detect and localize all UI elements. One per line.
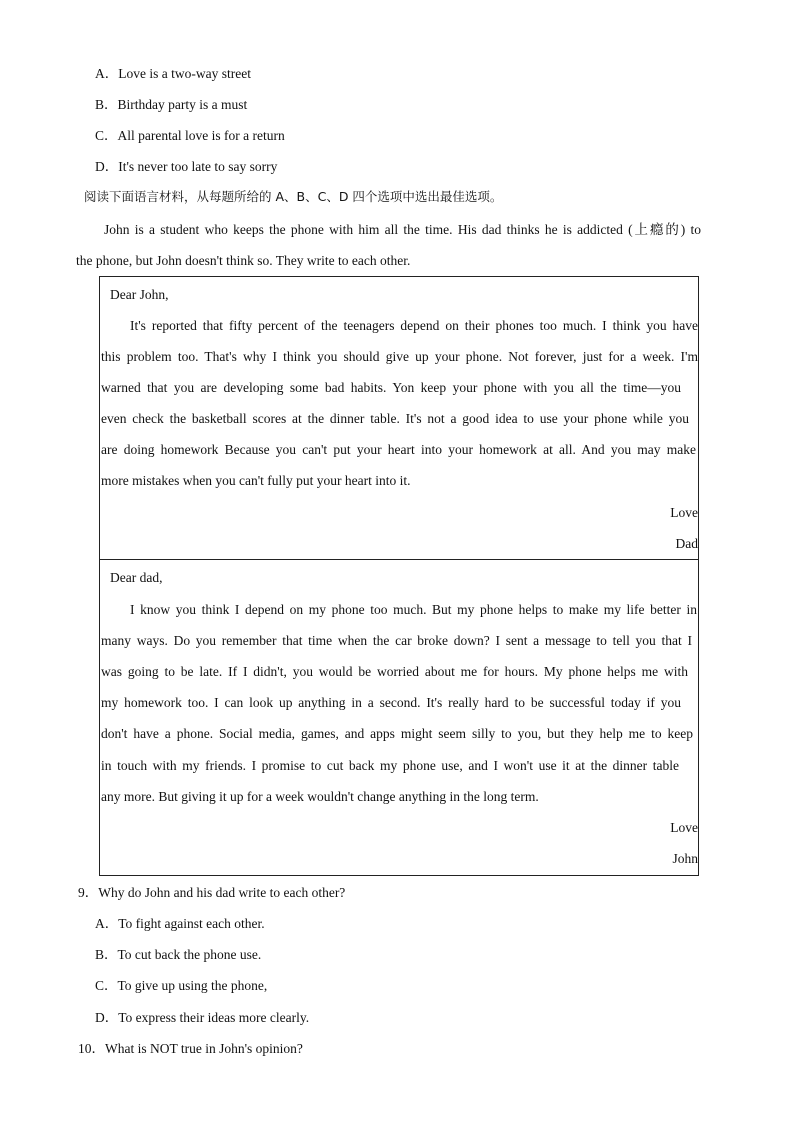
letter-greeting: Dear dad, — [110, 570, 163, 585]
q9-option-a[interactable]: A．To fight against each other. — [95, 916, 265, 931]
section-instruction: 阅读下面语言材料，从每题所给的 A、B、C、D 四个选项中选出最佳选项。 — [84, 189, 503, 204]
letter-line: my homework too. I can look up anything in a second. It's really hard to be successful today if you — [101, 695, 681, 710]
letter-line: more mistakes when you can't fully put your heart into it. — [101, 473, 411, 488]
letter-line: this problem too. That's why I think you should give up your phone. Not forever, just for a week. I'm — [101, 349, 698, 364]
letter-from-dad — [99, 276, 699, 560]
option-b[interactable]: B．Birthday party is a must — [95, 97, 248, 112]
question-9-stem: 9．Why do John and his dad write to each other? — [78, 885, 346, 900]
letter-closing: Love — [670, 820, 698, 835]
letter-line: was going to be late. If I didn't, you would be worried about me for hours. My phone helps me with — [101, 664, 688, 679]
letter-line: in touch with my friends. I promise to cut back my phone use, and I won't use it at the dinner table — [101, 758, 679, 773]
letter-line: I know you think I depend on my phone too much. But my phone helps to make my life better in — [130, 602, 697, 617]
intro-line-1: John is a student who keeps the phone with him all the time. His dad thinks he is addicted (上瘾的) to — [104, 222, 701, 237]
letter-line: are doing homework Because you can't put your heart into your homework at all. And you may make — [101, 442, 696, 457]
letter-signature: Dad — [675, 536, 698, 551]
letter-closing: Love — [670, 505, 698, 520]
letter-greeting: Dear John, — [110, 287, 169, 302]
option-d[interactable]: D．It's never too late to say sorry — [95, 159, 278, 174]
q9-option-c[interactable]: C．To give up using the phone, — [95, 978, 268, 993]
letter-line: even check the basketball scores at the dinner table. It's not a good idea to use your phone while you — [101, 411, 689, 426]
letter-line: warned that you are developing some bad habits. Yon keep your phone with you all the time—you — [101, 380, 681, 395]
intro-line-2: the phone, but John doesn't think so. They write to each other. — [76, 253, 411, 268]
letter-line: It's reported that fifty percent of the teenagers depend on their phones too much. I think you have — [130, 318, 698, 333]
letter-line: don't have a phone. Social media, games, and apps might seem silly to you, but they help me to keep — [101, 726, 693, 741]
q9-option-d[interactable]: D．To express their ideas more clearly. — [95, 1010, 310, 1025]
question-10-stem: 10．What is NOT true in John's opinion? — [78, 1041, 303, 1056]
letter-from-john — [99, 559, 699, 876]
letter-line: many ways. Do you remember that time when the car broke down? I sent a message to tell you that I — [101, 633, 692, 648]
option-c[interactable]: C．All parental love is for a return — [95, 128, 285, 143]
option-a[interactable]: A．Love is a two-way street — [95, 66, 251, 81]
letter-line: any more. But giving it up for a week wouldn't change anything in the long term. — [101, 789, 539, 804]
q9-option-b[interactable]: B．To cut back the phone use. — [95, 947, 262, 962]
letter-signature: John — [672, 851, 698, 866]
